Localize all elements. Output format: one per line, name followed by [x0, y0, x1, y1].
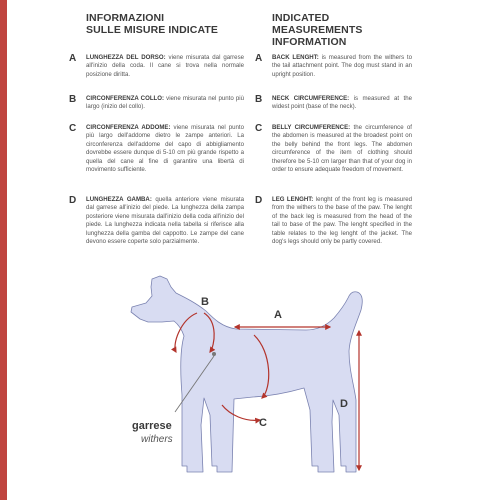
item-letter: B: [255, 94, 263, 105]
withers-label-it: garrese: [132, 420, 172, 432]
label-a: A: [274, 309, 282, 321]
item-letter: B: [69, 94, 77, 105]
item-letter: D: [255, 195, 263, 206]
item-letter: A: [255, 53, 263, 64]
item-term: LUNGHEZZA DEL DORSO:: [86, 54, 166, 61]
item-term: BACK LENGHT:: [272, 54, 319, 61]
label-d: D: [340, 398, 348, 410]
english-heading-line2: INFORMATION: [272, 36, 347, 48]
item-term: CIRCONFERENZA COLLO:: [86, 95, 165, 102]
english-heading-line1: INDICATED MEASUREMENTS: [272, 12, 363, 36]
label-c: C: [259, 417, 267, 429]
item-text: is measured from the withers to the tail attachment point. The dog must stand in an upright position.: [272, 54, 413, 78]
item-text: the circumference of the abdomen is measured at the broadest point on the belly behind the front legs. The abdomen circumference of the item of clothing should therefore be 5-10 cm larger than that of your dog in order to ensure adequate freedom of movement.: [272, 124, 412, 174]
item-term: BELLY CIRCUMFERENCE:: [272, 124, 351, 131]
item-text: lenght of the front leg is measured from the withers to the base of the paw. The lenght of the back leg is measured from the head of the tail to base of the paw. The lenght specified in the table relates to the leg lenght of the jacket. The dog's legs should only be partly covered.: [272, 196, 412, 246]
item-letter: D: [69, 195, 77, 206]
item-term: NECK CIRCUMFERENCE:: [272, 95, 350, 102]
withers-point: [212, 352, 216, 356]
item-text: quella anteriore viene misurata dal garrese all'inizio del piede. La lunghezza della zampa posteriore viene misurata dall'inizio della coda all'inizio del piede. La lunghezza indicata nella tabella si riferisce alla lunghezza della gamba del cappotto. Le zampe del cane devono essere coperte solo parzialmente.: [86, 196, 244, 246]
item-letter: A: [69, 53, 77, 64]
item-term: CIRCONFERENZA ADDOME:: [86, 124, 171, 131]
item-text: viene misurata nel punto più largo (inizio del collo).: [86, 95, 244, 111]
item-term: LEG LENGHT:: [272, 196, 314, 203]
item-term: LUNGHEZZA GAMBA:: [86, 196, 152, 203]
item-text: viene misurata nel punto più largo dell'addome dietro le zampe anteriori. La circonferenza dell'addome del capo di abbigliamento dovrebbe essere dunque di 5-10 cm più grande rispetto a quella del cane al fine di garantire una libertà di movimento sufficiente.: [86, 124, 244, 174]
italian-heading-line2: SULLE MISURE INDICATE: [86, 24, 218, 36]
item-text: viene misurata dal garrese all'inizio della coda. Il cane si trova nella normale posizione diritta.: [86, 54, 244, 78]
item-letter: C: [69, 123, 77, 134]
withers-label-en: withers: [141, 434, 173, 445]
item-letter: C: [255, 123, 263, 134]
item-text: is measured at the widest point (base of the neck).: [272, 95, 412, 111]
italian-heading-line1: INFORMAZIONI: [86, 12, 165, 24]
label-b: B: [201, 296, 209, 308]
